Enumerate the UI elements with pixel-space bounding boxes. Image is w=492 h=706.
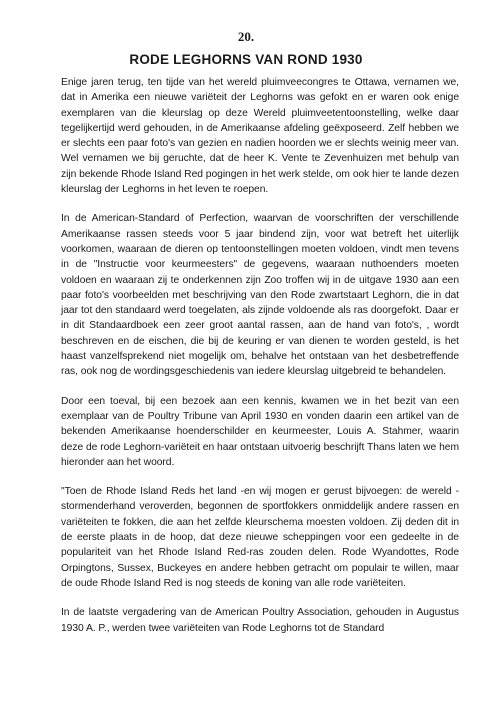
page-title: RODE LEGHORNS VAN ROND 1930 xyxy=(129,52,363,67)
paragraph-5: In de laatste vergadering van de American Poultry Association, gehouden in Augustus 1930 A. P., werden twee variëteiten van Rode Leghorns tot de Standard xyxy=(61,607,459,634)
body-text xyxy=(61,75,459,636)
paragraph-3: Door een toeval, bij een bezoek aan een kennis, kwamen we in het bezit van een exemplaar van de Poultry Tribune van April 1930 en vonden daarin een artikel van de bekenden Amerikaanse hoenderschilder en keurmeester, Louis A. Stahmer, waarin deze de rode Leghorn-variëteit en haar ontstaan uitvoerig beschrijft Thans laten we hem hieronder aan het woord. xyxy=(61,395,459,468)
paragraph-4: "Toen de Rhode Island Reds het land -en wij mogen er gerust bijvoegen: de wereld -stormenderhand veroverden, begonnen de sportfokkers onmiddelijk andere rassen en variëteiten te fokken, die aan het zelfde kleurschema moesten voldoen. Zij deden dit in de eerste plaats in de hoop, dat deze nieuwe scheppingen voor een gedeelte in de populariteit van het Rhode Island Red-ras zouden delen. Rode Wyandottes, Rode Orpingtons, Sussex, Buckeyes en andere hebben getracht om populair te willen, maar de oude Rhode Island Red is nog steeds de koning van alle rode variëteiten. xyxy=(61,486,459,589)
paragraph-2: In de American-Standard of Perfection, waarvan de voorschriften der verschillende Amerikaanse rassen steeds voor 5 jaar bindend zijn, voor wat betreft het uiterlijk voorkomen, waaraan de dieren op tentoonstellingen moeten voldoen, vindt men tevens in de "Instructie voor keurmeesters" de gegevens, waaraan nuthoenders moeten voldoen en waaraan zij te onderkennen zijn Zoo troffen wij in de uitgave 1930 aan een paar foto's voorbeelden met beschrijving van den Rode zwartstaart Leghorn, die in dat jaar tot den standaard werd toegelaten, als zijnde voldoende als ras doorgefokt. Daar er in dit Standaardboek een zeer groot aantal rassen, aan de hand van foto's, , wordt beschreven en de eischen, die bij de keuring er van dienen te worden gesteld, is het haast vanzelfsprekend niet mogelijk om, behalve het ontstaan van het desbetreffende ras, ook nog de wordingsgeschiedenis van iedere kleurslag uitgebreid te behandelen. xyxy=(61,213,459,378)
page-number: 20. xyxy=(237,29,255,44)
paragraph-1: Enige jaren terug, ten tijde van het wereld pluimveecongres te Ottawa, vernamen we, dat in Amerika een nieuwe variëteit der Leghorns was gefokt en er waren ook enige exemplaren van die kleurslag op deze Wereld pluimveetentoonstelling, welke daar tegelijkertijd werd gehouden, in de Amerikaanse afdeling geëxposeerd. Zelf hebben we er slechts een paar foto's van gezien en nadien hoorden we er slechts weinig meer van. Wel vernamen we bij geruchte, dat de heer K. Vente te Zevenhuizen met behulp van zijn bekende Rhode Island Red pogingen in het werk stelde, om ook hier te lande dezen kleurslag der Leghorns in het leven te roepen. xyxy=(61,77,459,196)
